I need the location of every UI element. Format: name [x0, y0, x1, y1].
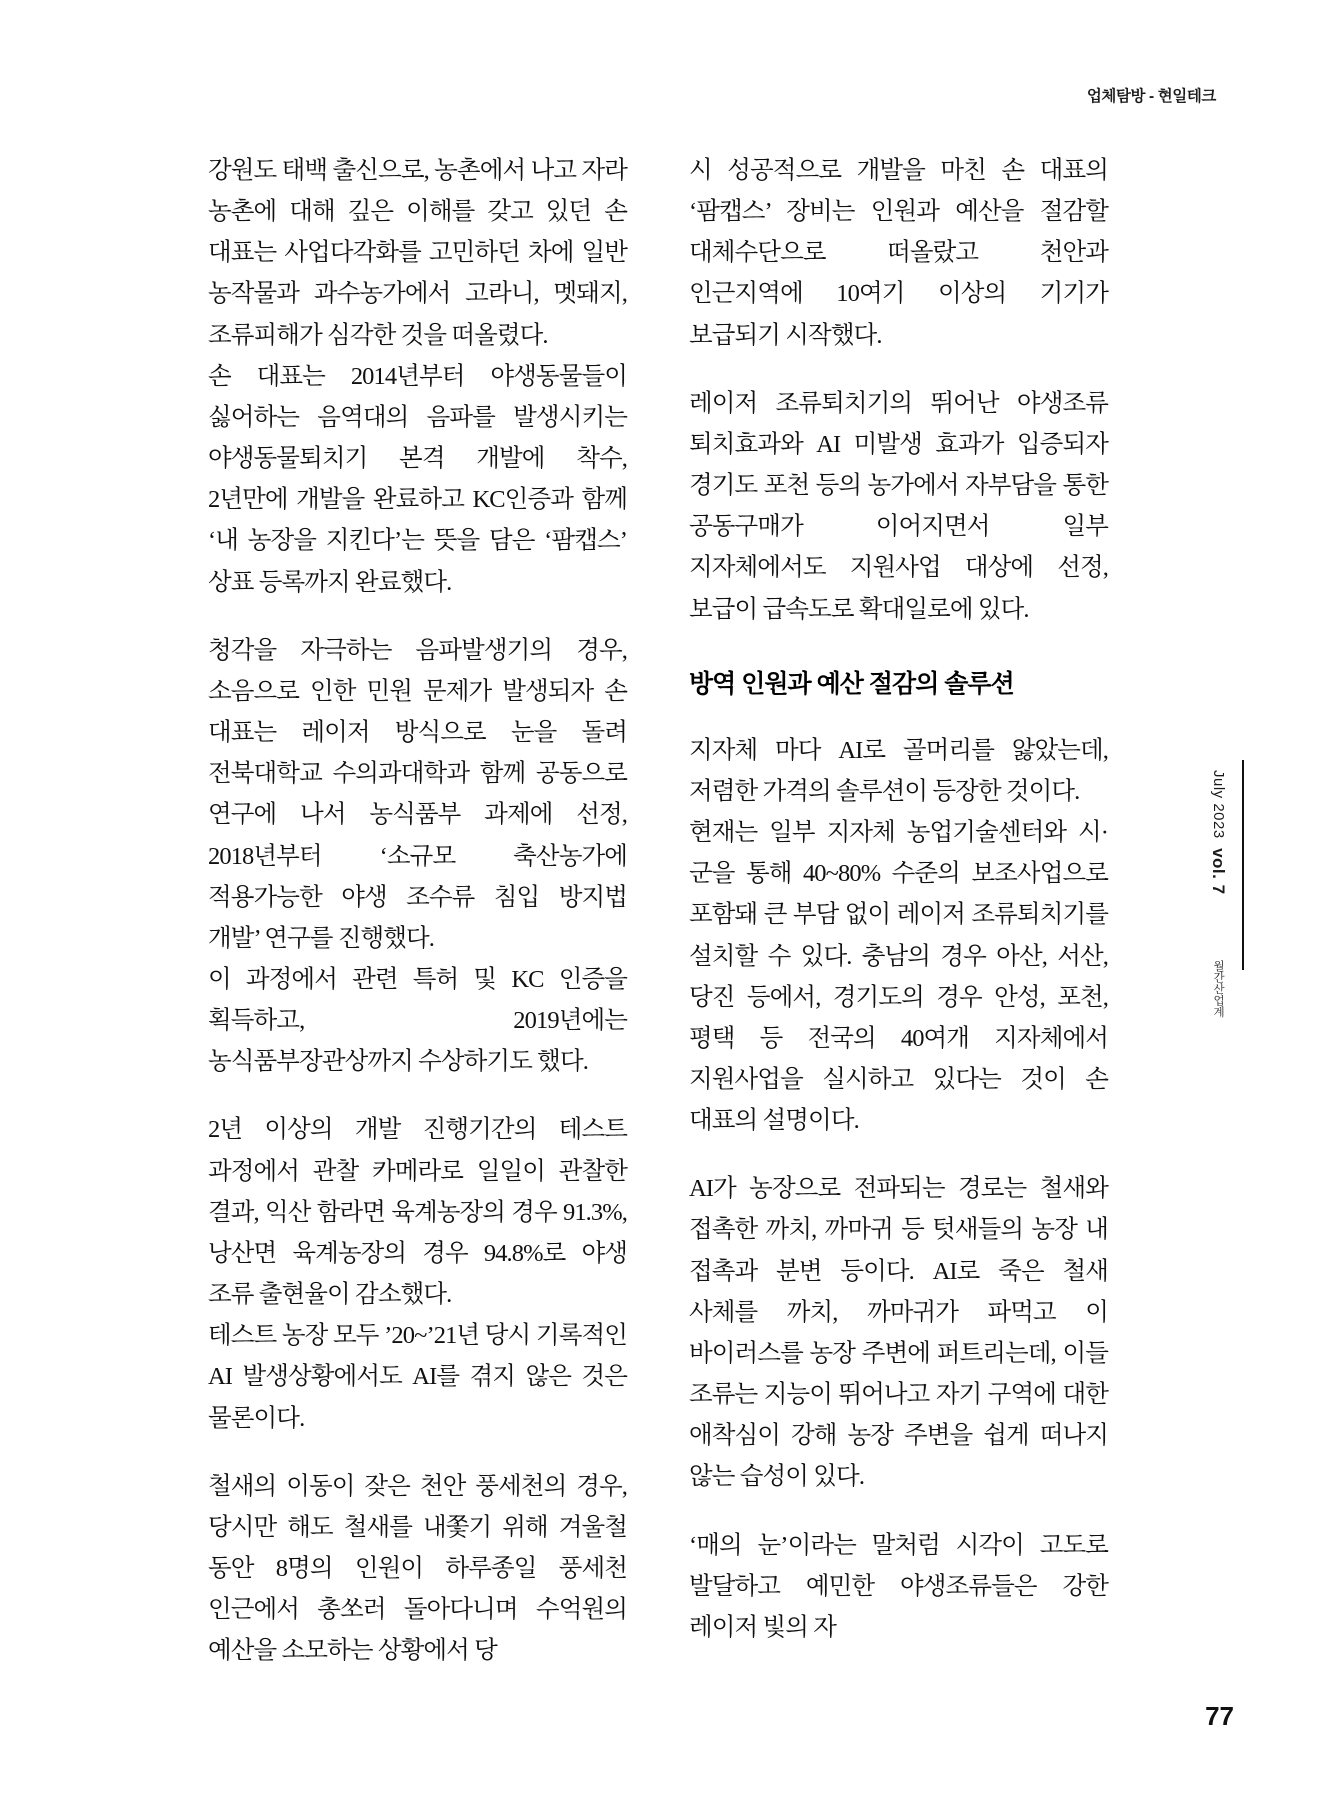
paragraph: 시 성공적으로 개발을 마친 손 대표의 ‘팜캡스’ 장비는 인원과 예산을 절감할 대체수단으로 떠올랐고 천안과 인근지역에 10여기 이상의 기기가 보급되기 시작했다. [689, 157, 1108, 349]
left-column [208, 150, 627, 1671]
side-issue-date: July 2023 [1210, 770, 1227, 839]
side-publication-name: 월간산업계 [1212, 960, 1224, 1018]
paragraph: 강원도 태백 출신으로, 농촌에서 나고 자라 농촌에 대해 깊은 이해를 갖고 있던 손 대표는 사업다각화를 고민하던 차에 일반 농작물과 과수농가에서 고라니, 멧돼지, 조류피해가 심각한 것을 떠올렸다. [208, 157, 627, 349]
paragraph: 현재는 일부 지자체 농업기술센터와 시·군을 통해 40~80% 수준의 보조사업으로 포함돼 큰 부담 없이 레이저 조류퇴치기를 설치할 수 있다. 충남의 경우 아산, 서산, 당진 등에서, 경기도의 경우 안성, 포천, 평택 등 전국의 40여개 지자체에서 지원사업을 실시하고 있다는 것이 손 대표의 설명이다. [689, 819, 1108, 1135]
side-volume: vol. 7 [1209, 848, 1228, 895]
page-number: 77 [1205, 1701, 1234, 1731]
paragraph: 손 대표는 2014년부터 야생동물들이 싫어하는 음역대의 음파를 발생시키는 야생동물퇴치기 본격 개발에 착수, 2년만에 개발을 완료하고 KC인증과 함께 ‘내 농장을 지킨다’는 뜻을 담은 ‘팜캡스’ 상표 등록까지 완료했다. [208, 362, 627, 596]
paragraph: 레이저 조류퇴치기의 뛰어난 야생조류 퇴치효과와 AI 미발생 효과가 입증되자 경기도 포천 등의 농가에서 자부담을 통한 공동구매가 이어지면서 일부 지자체에서도 지원사업 대상에 선정, 보급이 급속도로 확대일로에 있다. [689, 389, 1108, 623]
right-column [689, 150, 1108, 1671]
paragraph: 2년 이상의 개발 진행기간의 테스트 과정에서 관찰 카메라로 일일이 관찰한 결과, 익산 함라면 육계농장의 경우 91.3%, 낭산면 육계농장의 경우 94.8%로 야생 조류 출현율이 감소했다. [208, 1116, 627, 1309]
paragraph: 철새의 이동이 잦은 천안 풍세천의 경우, 당시만 해도 철새를 내쫓기 위해 겨울철 동안 8명의 인원이 하루종일 풍세천 인근에서 총쏘러 돌아다니며 수억원의 예산을 소모하는 상황에서 당 [208, 1472, 627, 1665]
body-columns [208, 150, 1108, 1671]
running-head: 업체탐방 - 현일테크 [1086, 88, 1216, 105]
section-subheading: 방역 인원과 예산 절감의 솔루션 [689, 669, 1014, 698]
paragraph: 청각을 자극하는 음파발생기의 경우, 소음으로 인한 민원 문제가 발생되자 손 대표는 레이저 방식으로 눈을 돌려 전북대학교 수의과대학과 함께 공동으로 연구에 나서 농식품부 과제에 선정, 2018년부터 ‘소규모 축산농가에 적용가능한 야생 조수류 침입 방지법 개발’ 연구를 진행했다. [208, 636, 627, 952]
paragraph: 지자체 마다 AI로 골머리를 앓았는데, 저렴한 가격의 솔루션이 등장한 것이다. [689, 736, 1108, 805]
paragraph: 테스트 농장 모두 ’20~’21년 당시 기록적인 AI 발생상황에서도 AI를 겪지 않은 것은 물론이다. [208, 1322, 627, 1432]
paragraph: 이 과정에서 관련 특허 및 KC 인증을 획득하고, 2019년에는 농식품부장관상까지 수상하기도 했다. [208, 965, 627, 1076]
side-issue-marker [1208, 770, 1228, 895]
paragraph: ‘매의 눈’이라는 말처럼 시각이 고도로 발달하고 예민한 야생조류들은 강한 레이저 빛의 자 [689, 1531, 1108, 1641]
paragraph: AI가 농장으로 전파되는 경로는 철새와 접촉한 까치, 까마귀 등 텃새들의 농장 내 접촉과 분변 등이다. AI로 죽은 철새 사체를 까치, 까마귀가 파먹고 이 바이러스를 농장 주변에 퍼트리는데, 이들 조류는 지능이 뛰어나고 자기 구역에 대한 애착심이 강해 농장 주변을 쉽게 떠나지 않는 습성이 있다. [689, 1175, 1108, 1491]
side-rule-divider [1242, 760, 1244, 970]
